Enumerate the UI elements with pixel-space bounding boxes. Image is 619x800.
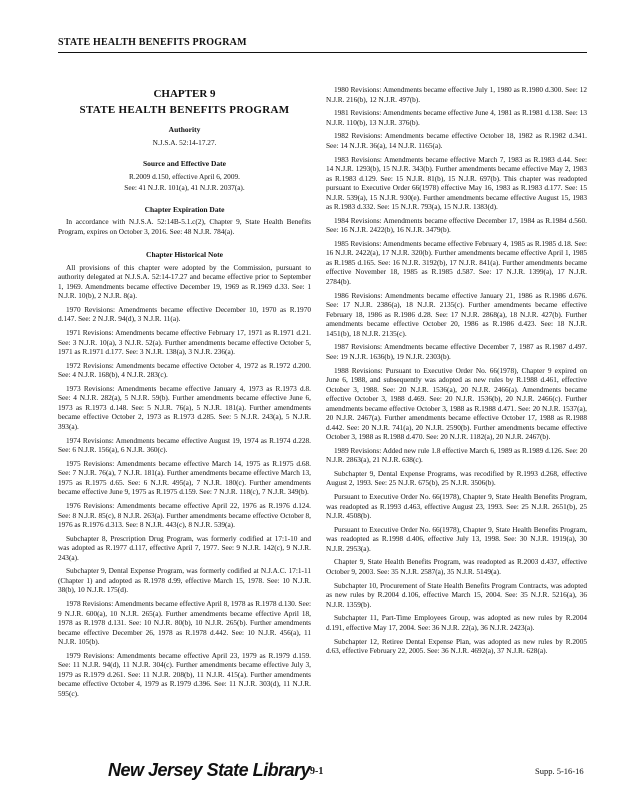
history-paragraph: 1972 Revisions: Amendments became effective October 4, 1972 as R.1972 d.200. See: 4 N.J.R. 168(b), 4 N.J.R. 283(c). xyxy=(58,360,311,380)
history-paragraph: 1982 Revisions: Amendments became effective October 18, 1982 as R.1982 d.341. See: 14 N.J.R. 36(a), 14 N.J.R. 1165(a). xyxy=(326,131,587,150)
left-column xyxy=(58,90,311,702)
history-paragraph: Subchapter 10, Procurement of State Health Benefits Program Contracts, was adopted as new rules by R.2004 d.106, effective March 15, 2004. See: 35 N.J.R. 5216(a), 36 N.J.R. 1359(b). xyxy=(326,580,587,609)
history-paragraph: 1987 Revisions: Amendments became effective December 7, 1987 as R.1987 d.497. See: 19 N.J.R. 1636(b), 19 N.J.R. 2303(b). xyxy=(326,342,587,361)
running-head: STATE HEALTH BENEFITS PROGRAM xyxy=(58,37,247,48)
source-line: R.2009 d.150, effective April 6, 2009. xyxy=(129,171,240,181)
history-paragraph: Pursuant to Executive Order No. 66(1978), Chapter 9, State Health Benefits Program, was readopted as R.1998 d.406, effective July 13, 1998. See: 30 N.J.R. 1919(a), 30 N.J.R. 2953(a). xyxy=(326,524,587,553)
authority-heading: Authority xyxy=(168,125,201,134)
library-logo: New Jersey State Library xyxy=(108,760,311,780)
history-paragraph: 1988 Revisions: Pursuant to Executive Order No. 66(1978), Chapter 9 expired on June 6, 1988, and subsequently was adopted as new rules by R.1988 d.461, effective October 3, 1988. See: 20 N.J.R. 1536(a), 20 N.J.R. 2466(a). Amendments became effective October 3, 1988 d.469. See: 20 N.J.R. 1536(b), 20 N.J.R. 2466(c). Further amendments became effective October 3, 1988 as R.1988 d.471. See: 20 N.J.R. 1537(a), 20 N.J.R. 2467(a). Further amendments became effective October 17, 1988 as R.1988 d.442. See: 20 N.J.R. 741(a), 20 N.J.R. 2590(b). Further amendments became effective October 3, 1988 as R.1988 d.470. See: 20 N.J.R. 1182(a), 20 N.J.R. 2467(b). xyxy=(326,365,587,441)
page-number: 9-1 xyxy=(310,766,324,777)
history-paragraph: 1981 Revisions: Amendments became effective June 4, 1981 as R.1981 d.138. See: 13 N.J.R. 110(b), 13 N.J.R. 376(b). xyxy=(326,108,587,127)
history-paragraph: 1980 Revisions: Amendments became effective July 1, 1980 as R.1980 d.300. See: 12 N.J.R. 216(b), 12 N.J.R. 497(b). xyxy=(326,85,587,104)
history-paragraph: 1984 Revisions: Amendments became effective December 17, 1984 as R.1984 d.560. See: 16 N.J.R. 2422(b), 16 N.J.R. 3479(b). xyxy=(326,215,587,235)
history-paragraph: Chapter 9, State Health Benefits Program, was readopted as R.2003 d.437, effective October 9, 2003. See: 35 N.J.R. 2587(a), 35 N.J.R. 5149(a). xyxy=(326,557,587,576)
history-paragraph: 1986 Revisions: Amendments became effective January 21, 1986 as R.1986 d.676. See: 17 N.J.R. 2386(a), 18 N.J.R. 2135(c). Further amendments became effective February 18, 1986 as R.1986 d.28. See: 17 N.J.R. 2868(a), 18 N.J.R. 427(b). Further amendments became effective October 20, 1986 as R.1986 d.423. See: 18 N.J.R. 1451(b), 18 N.J.R. 2135(c). xyxy=(326,290,587,338)
history-paragraph: Subchapter 9, Dental Expense Programs, was recodified by R.1993 d.268, effective August 2, 1993. See: 25 N.J.R. 675(b), 25 N.J.R. 3506(b). xyxy=(326,468,587,488)
history-paragraph: 1974 Revisions: Amendments became effective August 19, 1974 as R.1974 d.228. See: 6 N.J.R. 156(a), 6 N.J.R. 360(c). xyxy=(58,435,311,455)
chapter-number: CHAPTER 9 xyxy=(153,88,216,100)
history-paragraph: 1983 Revisions: Amendments became effective March 7, 1983 as R.1983 d.44. See: 14 N.J.R. 1293(b), 15 N.J.R. 343(b). Further amendments became effective May 2, 1983 as R.1983 d.129. See: 15 N.J.R. 81(b), 15 N.J.R. 697(b). This chapter was readopted pursuant to Executive Order 66(1978) effective May 16, 1983 as R.1983 d.177. See: 15 N.J.R. 539(a), 15 N.J.R. 930(e). Further amendments became effective August 15, 1983 as R.1983 d.332. See: 15 N.J.R. 793(a), 15 N.J.R. 1383(d). xyxy=(326,154,587,212)
history-paragraph: 1973 Revisions: Amendments became effective January 4, 1973 as R.1973 d.8. See: 4 N.J.R. 282(a), 5 N.J.R. 59(b). Further amendments became effective June 6, 1973 as R.1973 d.148. See: 5 N.J.R. 76(a), 5 N.J.R. 181(a). Further amendments became effective October 2, 1973 as R.1973 d.285. See: 5 N.J.R. 243(a), 5 N.J.R. 393(a). xyxy=(58,383,311,431)
history-paragraph: 1976 Revisions: Amendments became effective April 22, 1976 as R.1976 d.124. See: 8 N.J.R. 85(c), 8 N.J.R. 263(a). Further amendments became effective October 8, 1976 as R.1976 d.313. See: 8 N.J.R. 443(c), 8 N.J.R. 539(a). xyxy=(58,501,311,529)
history-paragraph: Subchapter 12, Retiree Dental Expense Plan, was adopted as new rules by R.2005 d.63, effective February 22, 2005. See: 36 N.J.R. 4692(a), 37 N.J.R. 628(a). xyxy=(326,636,587,655)
expiration-text: In accordance with N.J.S.A. 52:14B-5.1.c(2), Chapter 9, State Health Benefits Program, expires on October 3, 2016. See: 48 N.J.R. 784(a). xyxy=(58,217,311,236)
history-paragraph: 1978 Revisions: Amendments became effective April 8, 1978 as R.1978 d.130. See: 9 N.J.R. 600(a), 10 N.J.R. 265(a). Further amendments became effective April 18, 1978 as R.1978 d.131. See: 10 N.J.R. 80(b), 10 N.J.R. 265(b). Further amendments became effective December 26, 1978 as R.1978 d.442. See: 10 N.J.R. 456(a), 11 N.J.R. 105(b). xyxy=(58,599,311,647)
history-paragraph: 1989 Revisions: Added new rule 1.8 effective March 6, 1989 as R.1989 d.126. See: 20 N.J.R. 2863(a), 21 N.J.R. 638(c). xyxy=(326,445,587,465)
history-paragraph: Subchapter 9, Dental Expense Program, was formerly codified at N.J.A.C. 17:1-11 (Chapter 1) and adopted as R.1978 d.99, effective March 15, 1978. See: 10 N.J.R. 38(b), 10 N.J.R. 175(d). xyxy=(58,566,311,595)
supplement-date: Supp. 5-16-16 xyxy=(535,766,584,776)
history-paragraph: 1975 Revisions: Amendments became effective March 14, 1975 as R.1975 d.68. See: 7 N.J.R. 76(a), 7 N.J.R. 181(a). Further amendments became effective March 13, 1975 as R.1975 d.65. See: 6 N.J.R. 495(a), 7 N.J.R. 180(c). Further amendments became effective June 9, 1975 as R.1975 d.159. See: 7 N.J.R. 118(c), 7 N.J.R. 349(b). xyxy=(58,458,311,497)
right-column xyxy=(326,85,587,660)
authority-text: N.J.S.A. 52:14-17.27. xyxy=(152,137,217,147)
history-paragraph: Subchapter 8, Prescription Drug Program, was formerly codified at 17:1-10 and was adopted as R.1977 d.117, effective April 7, 1977. See: 9 N.J.R. 142(c), 9 N.J.R. 243(a). xyxy=(58,533,311,562)
header-rule xyxy=(58,52,587,53)
history-paragraph: 1985 Revisions: Amendments became effective February 4, 1985 as R.1985 d.18. See: 16 N.J.R. 2422(a), 17 N.J.R. 320(b). Further amendments became effective April 1, 1985 as R.1985 d.165. See: 16 N.J.R. 3192(b), 17 N.J.R. 841(a). Further amendments became effective November 18, 1985 as R.1985 d.587. See: 17 N.J.R. 1399(a), 17 N.J.R. 2784(b). xyxy=(326,238,587,286)
source-line: See: 41 N.J.R. 101(a), 41 N.J.R. 2037(a). xyxy=(124,183,245,192)
chapter-title: STATE HEALTH BENEFITS PROGRAM xyxy=(79,103,290,116)
source-heading: Source and Effective Date xyxy=(143,159,226,168)
history-paragraph: Subchapter 11, Part-Time Employees Group, was adopted as new rules by R.2004 d.191, effective May 17, 2004. See: 36 N.J.R. 22(a), 36 N.J.R. 2423(a). xyxy=(326,613,587,632)
expiration-heading: Chapter Expiration Date xyxy=(144,204,225,214)
history-paragraph: All provisions of this chapter were adopted by the Commission, pursuant to authority delegated at N.J.S.A. 52:14-17.27 and became effective prior to September 1, 1969. Amendments became effective December 19, 1969 as R.1969 d.33. See: 1 N.J.R. 10(b), 2 N.J.R. 8(a). xyxy=(58,262,311,301)
history-paragraph: 1979 Revisions: Amendments became effective April 23, 1979 as R.1979 d.159. See: 11 N.J.R. 94(d), 11 N.J.R. 304(c). Further amendments became effective July 3, 1979 as R.1979 d.261. See: 11 N.J.R. 208(b), 11 N.J.R. 415(a). Further amendments became effective October 4, 1979 as R.1979 d.396. See: 11 N.J.R. 303(d), 11 N.J.R. 595(c). xyxy=(58,650,311,698)
history-paragraph: Pursuant to Executive Order No. 66(1978), Chapter 9, State Health Benefits Program, was readopted as R.1993 d.463, effective August 23, 1993. See: 25 N.J.R. 2651(b), 25 N.J.R. 4508(b). xyxy=(326,492,587,521)
page-footer xyxy=(0,758,619,788)
history-heading: Chapter Historical Note xyxy=(146,250,223,260)
history-paragraph: 1970 Revisions: Amendments became effective December 10, 1970 as R.1970 d.147. See: 2 N.J.R. 94(d), 3 N.J.R. 11(a). xyxy=(58,304,311,324)
history-paragraph: 1971 Revisions: Amendments became effective February 17, 1971 as R.1971 d.21. See: 3 N.J.R. 10(a), 3 N.J.R. 52(a). Further amendments became effective October 5, 1971 as R.1971 d.177. See: 3 N.J.R. 138(a), 3 N.J.R. 236(a). xyxy=(58,328,311,357)
